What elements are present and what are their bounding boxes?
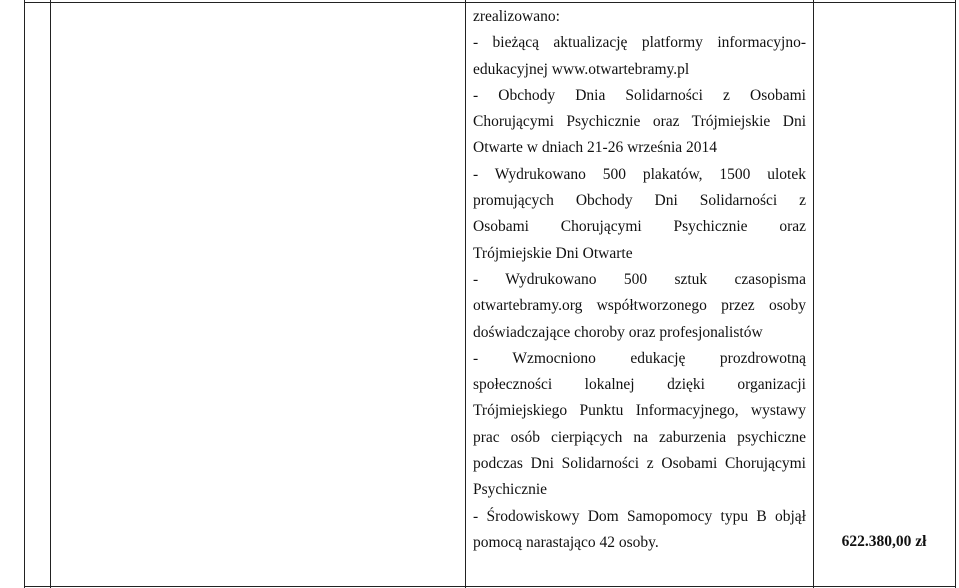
amount-cell: 622.380,00 zł bbox=[841, 533, 927, 550]
text-line: prac osób cierpiących na zaburzenia psychiczne bbox=[473, 428, 806, 446]
text-line: Chorującymi Psychicznie oraz Trójmiejskie Dni bbox=[473, 113, 806, 131]
column-divider-3 bbox=[465, 0, 466, 588]
column-divider-1 bbox=[24, 0, 25, 588]
text-line: - Obchody Dnia Solidarności z Osobami bbox=[473, 86, 806, 104]
text-line: - bieżącą aktualizację platformy informacyjno- bbox=[473, 34, 806, 52]
text-line: Trójmiejskie Dni Otwarte bbox=[473, 244, 633, 262]
text-line: pomocą narastająco 42 osoby. bbox=[473, 533, 659, 551]
column-divider-5 bbox=[955, 0, 956, 588]
table-bottom-border bbox=[24, 586, 956, 587]
description-cell bbox=[473, 4, 806, 556]
text-line: - Wydrukowano 500 sztuk czasopisma bbox=[473, 270, 806, 288]
text-line: społeczności lokalnej dzięki organizacji bbox=[473, 376, 806, 394]
text-line: doświadczające choroby oraz profesjonalistów bbox=[473, 323, 763, 341]
column-divider-2 bbox=[50, 0, 51, 588]
text-line: Otwarte w dniach 21-26 września 2014 bbox=[473, 139, 718, 157]
text-line: podczas Dni Solidarności z Osobami Chorującymi bbox=[473, 455, 806, 473]
text-line: Trójmiejskiego Punktu Informacyjnego, wystawy bbox=[473, 402, 806, 420]
text-line: otwartebramy.org współtworzonego przez osoby bbox=[473, 297, 806, 315]
table-top-border bbox=[24, 2, 956, 3]
column-divider-4 bbox=[813, 0, 814, 588]
text-line: promujących Obchody Dni Solidarności z bbox=[473, 192, 806, 210]
text-line: Osobami Chorującymi Psychicznie oraz bbox=[473, 218, 806, 236]
text-line: zrealizowano: bbox=[473, 8, 560, 25]
text-line: edukacyjnej www.otwartebramy.pl bbox=[473, 60, 690, 78]
text-line: - Środowiskowy Dom Samopomocy typu B objął bbox=[473, 507, 806, 525]
text-line: - Wzmocniono edukację prozdrowotną bbox=[473, 349, 806, 367]
text-line: - Wydrukowano 500 plakatów, 1500 ulotek bbox=[473, 165, 806, 183]
text-line: Psychicznie bbox=[473, 481, 548, 499]
